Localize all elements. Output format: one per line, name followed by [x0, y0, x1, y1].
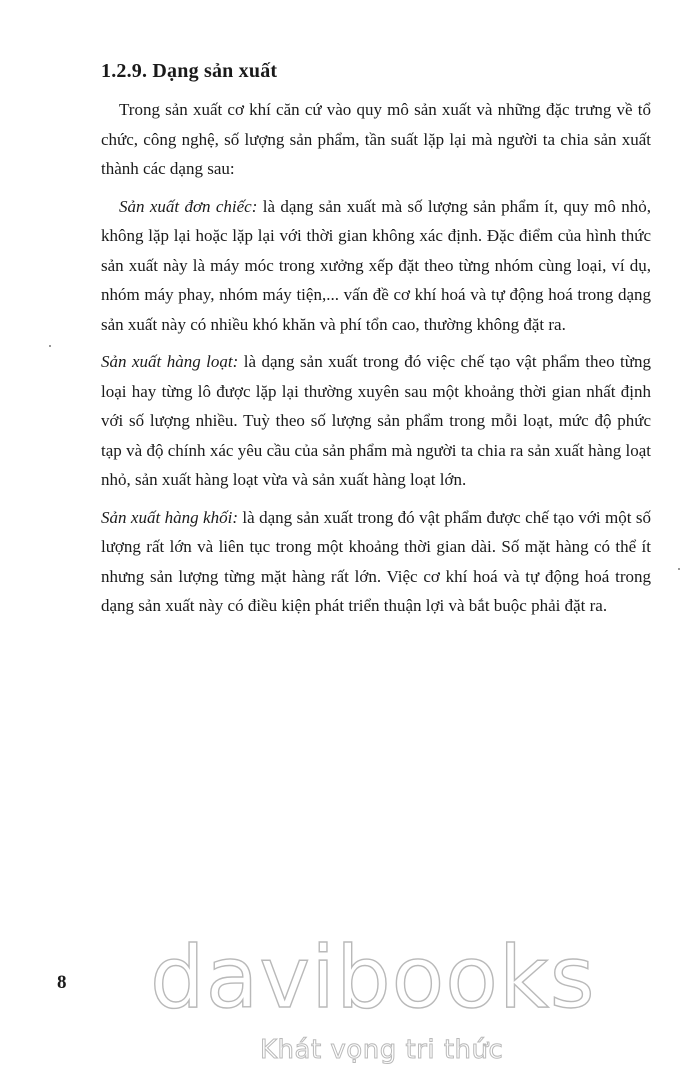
page-number: 8: [57, 972, 67, 993]
term-mass-production: Sản xuất hàng khối:: [101, 507, 238, 527]
paragraph-mass-production: [101, 503, 651, 621]
section-body: [101, 95, 651, 629]
watermark-tagline: Khát vọng tri thức: [260, 1035, 504, 1065]
text-mass-production: là dạng sản xuất trong đó vật phẩm được chế tạo với một số lượng rất lớn và liên tục trong một khoảng thời gian dài. Số mặt hàng có thể ít nhưng sản lượng từng mặt hàng rất lớn. Việc cơ khí hoá và tự động hoá trong dạng sản xuất này có điều kiện phát triển thuận lợi và bắt buộc phải đặt ra.: [101, 507, 651, 615]
section-heading: 1.2.9. Dạng sản xuất: [101, 60, 278, 82]
paragraph-single-production: [101, 192, 651, 340]
term-batch-production: Sản xuất hàng loạt:: [101, 352, 239, 371]
text-single-production: là dạng sản xuất mà số lượng sản phẩm ít, quy mô nhỏ, không lặp lại hoặc lặp lại với thời gian không xác định. Đặc điểm của hình thức sản xuất này là máy móc trong xưởng xếp đặt theo từng nhóm cùng loại, ví dụ, nhóm máy phay, nhóm máy tiện,... vấn đề cơ khí hoá và tự động hoá trong dạng sản xuất này có nhiều khó khăn và phí tổn cao, thường không đặt ra.: [101, 196, 651, 334]
watermark-logo: davibooks: [150, 928, 596, 1028]
term-single-production: Sản xuất đơn chiếc:: [119, 196, 258, 216]
intro-paragraph: Trong sản xuất cơ khí căn cứ vào quy mô sản xuất và những đặc trưng về tổ chức, công nghệ, số lượng sản phẩm, tần suất lặp lại mà người ta chia sản xuất thành các dạng sau:: [101, 100, 651, 178]
scan-speck: [678, 568, 680, 570]
paragraph-batch-production: [101, 347, 651, 495]
scan-speck: [49, 345, 51, 347]
text-batch-production: là dạng sản xuất trong đó việc chế tạo vật phẩm theo từng loại hay từng lô được lặp lại thường xuyên sau một khoảng thời gian nhất định với số lượng nhiều. Tuỳ theo số lượng sản phẩm trong mỗi loạt, mức độ phức tạp và độ chính xác yêu cầu của sản phẩm mà người ta chia ra sản xuất hàng loạt nhỏ, sản xuất hàng loạt vừa và sản xuất hàng loạt lớn.: [101, 352, 651, 489]
